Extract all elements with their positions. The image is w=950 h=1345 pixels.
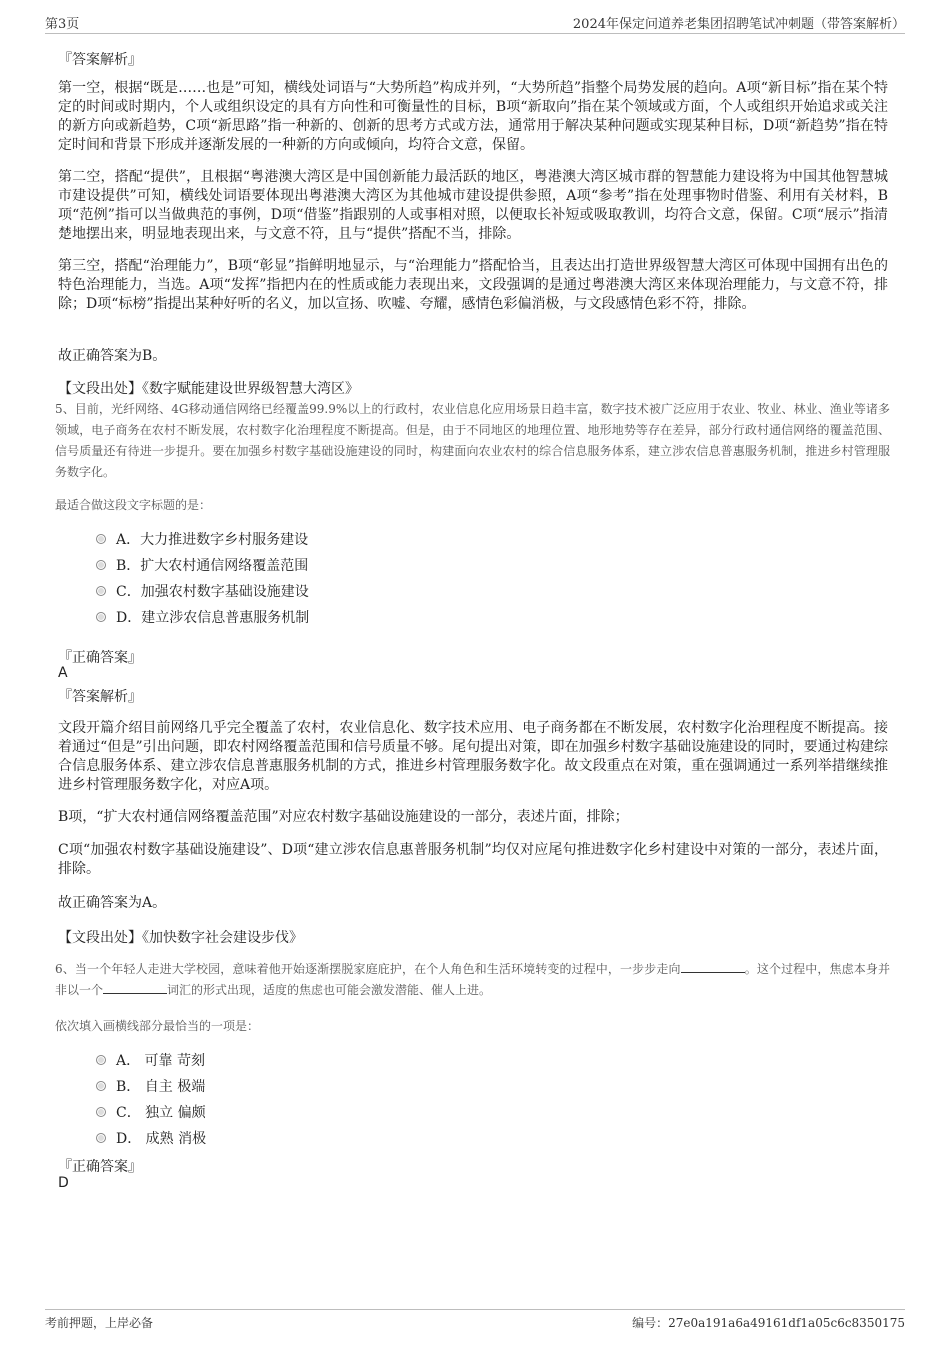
q5-option-d[interactable]: [96, 608, 309, 626]
q4-analysis-p3: 第三空，搭配“治理能力”，B项“彰显”指鲜明地显示，与“治理能力”搭配恰当，且表达出打造世界级智慧大湾区可体现中国拥有出色的特色治理能力，当选。A项“发挥”指把内在的性质或能力表现出来，文段强调的是通过粤港澳大湾区来体现治理能力，与文意不符，排除；D项“标榜”指提出某种好听的名义，加以宣扬、吹嘘、夸耀，感情色彩偏消极，与文段感情色彩不符，排除。: [58, 258, 888, 312]
q5-conclusion: 故正确答案为A。: [58, 895, 167, 911]
q6-option-d[interactable]: [96, 1129, 206, 1147]
q6-option-a-label: A． 可靠 苛刻: [116, 1053, 206, 1069]
radio-icon[interactable]: [96, 1133, 106, 1143]
document-title: 2024年保定问道养老集团招聘笔试冲刺题（带答案解析）: [572, 17, 905, 32]
q5-analysis-p2: B项，“扩大农村通信网络覆盖范围”对应农村数字基础设施建设的一部分，表述片面，排除；: [58, 809, 629, 825]
q5-option-d-label: D．建立涉农信息普惠服务机制: [116, 610, 310, 626]
q4-analysis-p1: 第一空，根据“既是……也是”可知，横线处词语与“大势所趋”构成并列，“大势所趋”指整个局势发展的趋向。A项“新目标”指在某个特定的时间或时期内，个人或组织设定的具有方向性和可衡量性的目标，B项“新取向”指在某个领域或方面，个人或组织开始追求或关注的新方向或新趋势，C项“新思路”指一种新的、创新的思考方式或方法，通常用于解决某种问题或实现某种目标，D项“新趋势”指在特定时间和背景下形成并逐渐发展的一种新的方向或倾向，均符合文意，保留。: [58, 80, 888, 153]
q6-question-text: [55, 959, 890, 1001]
q6-option-c-label: C． 独立 偏颇: [116, 1105, 206, 1121]
q6-option-d-label: D． 成熟 消极: [116, 1131, 207, 1147]
q6-option-a[interactable]: [96, 1051, 205, 1069]
radio-icon[interactable]: [96, 1055, 106, 1065]
q6-option-c[interactable]: [96, 1103, 206, 1121]
q4-analysis-label: 『答案解析』: [58, 52, 142, 68]
radio-icon[interactable]: [96, 560, 106, 570]
radio-icon[interactable]: [96, 534, 106, 544]
q5-answer: A: [58, 665, 68, 681]
q5-answer-label: 『正确答案』: [58, 650, 142, 666]
q6-text-part-c: 词汇的形式出现，适度的焦虑也可能会激发潜能、催人上进。: [167, 983, 492, 997]
q5-question-text: 5、目前，光纤网络、4G移动通信网络已经覆盖99.9%以上的行政村，农业信息化应用场景日趋丰富，数字技术被广泛应用于农业、牧业、林业、渔业等诸多领域，电子商务在农村不断发展，农村数字化治理程度不断提高。但是，由于不同地区的地理位置、地形地势等存在差异，部分行政村通信网络的覆盖范围、信号质量还有待进一步提升。要在加强乡村数字基础设施建设的同时，构建面向农业农村的综合信息服务体系，建立涉农信息普惠服务机制，推进乡村管理服务数字化。: [55, 402, 890, 479]
q4-analysis-p2: 第二空，搭配“提供”，且根据“粤港澳大湾区是中国创新能力最活跃的地区，粤港澳大湾区城市群的智慧能力建设将为中国其他智慧城市建设提供”可知，横线处词语要体现出粤港澳大湾区为其他城市建设提供参照，A项“参考”指在处理事物时借鉴、利用有关材料，B项“范例”指可以当做典范的事例，D项“借鉴”指跟别的人或事相对照，以便取长补短或吸取教训，均符合文意，保留。C项“展示”指清楚地摆出来，明显地表现出来，与文意不符，且与“提供”搭配不当，排除。: [58, 169, 888, 242]
q6-option-b-label: B． 自主 极端: [116, 1079, 206, 1095]
page-number: 第3页: [45, 17, 80, 32]
q4-conclusion: 故正确答案为B。: [58, 348, 167, 364]
q5-option-a[interactable]: [96, 530, 308, 548]
q5-prompt: 最适合做这段文字标题的是：: [55, 498, 212, 512]
q6-text-part-b: 。这个过程中，焦虑本身并非以一个: [55, 962, 890, 997]
q5-option-c[interactable]: [96, 582, 309, 600]
document-code: 编号：27e0a191a6a49161df1a05c6c8350175: [632, 1316, 905, 1330]
footer-divider: [45, 1309, 905, 1310]
q6-answer-label: 『正确答案』: [58, 1159, 142, 1175]
radio-icon[interactable]: [96, 1107, 106, 1117]
q6-prompt: 依次填入画横线部分最恰当的一项是：: [55, 1019, 260, 1033]
q4-source: 【文段出处】《数字赋能建设世界级智慧大湾区》: [58, 381, 359, 397]
q5-analysis-p1: 文段开篇介绍目前网络几乎完全覆盖了农村，农业信息化、数字技术应用、电子商务都在不断发展，农村数字化治理程度不断提高。接着通过“但是”引出问题，即农村网络覆盖范围和信号质量不够。尾句提出对策，即在加强乡村数字基础设施建设的同时，要通过构建综合信息服务体系、建立涉农信息普惠服务机制的方式，推进乡村管理服务数字化。故文段重点在对策，重在强调通过一系列举措继续推进乡村管理服务数字化，对应A项。: [58, 720, 888, 793]
q5-option-b[interactable]: [96, 556, 308, 574]
q5-option-b-label: B．扩大农村通信网络覆盖范围: [116, 558, 309, 574]
q6-answer: D: [58, 1175, 69, 1191]
q5-analysis-label: 『答案解析』: [58, 689, 142, 705]
radio-icon[interactable]: [96, 612, 106, 622]
q6-text-part-a: 6、当一个年轻人走进大学校园，意味着他开始逐渐摆脱家庭庇护，在个人角色和生活环境转变的过程中，一步步走向: [55, 962, 681, 976]
q6-option-b[interactable]: [96, 1077, 205, 1095]
q5-source: 【文段出处】《加快数字社会建设步伐》: [58, 930, 303, 946]
blank-2: [103, 983, 167, 994]
blank-1: [681, 962, 745, 973]
header-divider: [45, 33, 905, 34]
q5-analysis-p3: C项“加强农村数字基础设施建设”、D项“建立涉农信息惠普服务机制”均仅对应尾句推进数字化乡村建设中对策的一部分，表述片面，排除。: [58, 842, 888, 877]
footer-note: 考前押题，上岸必备: [45, 1316, 154, 1330]
q5-option-c-label: C．加强农村数字基础设施建设: [116, 584, 309, 600]
q5-option-a-label: A．大力推进数字乡村服务建设: [116, 532, 309, 548]
radio-icon[interactable]: [96, 1081, 106, 1091]
radio-icon[interactable]: [96, 586, 106, 596]
